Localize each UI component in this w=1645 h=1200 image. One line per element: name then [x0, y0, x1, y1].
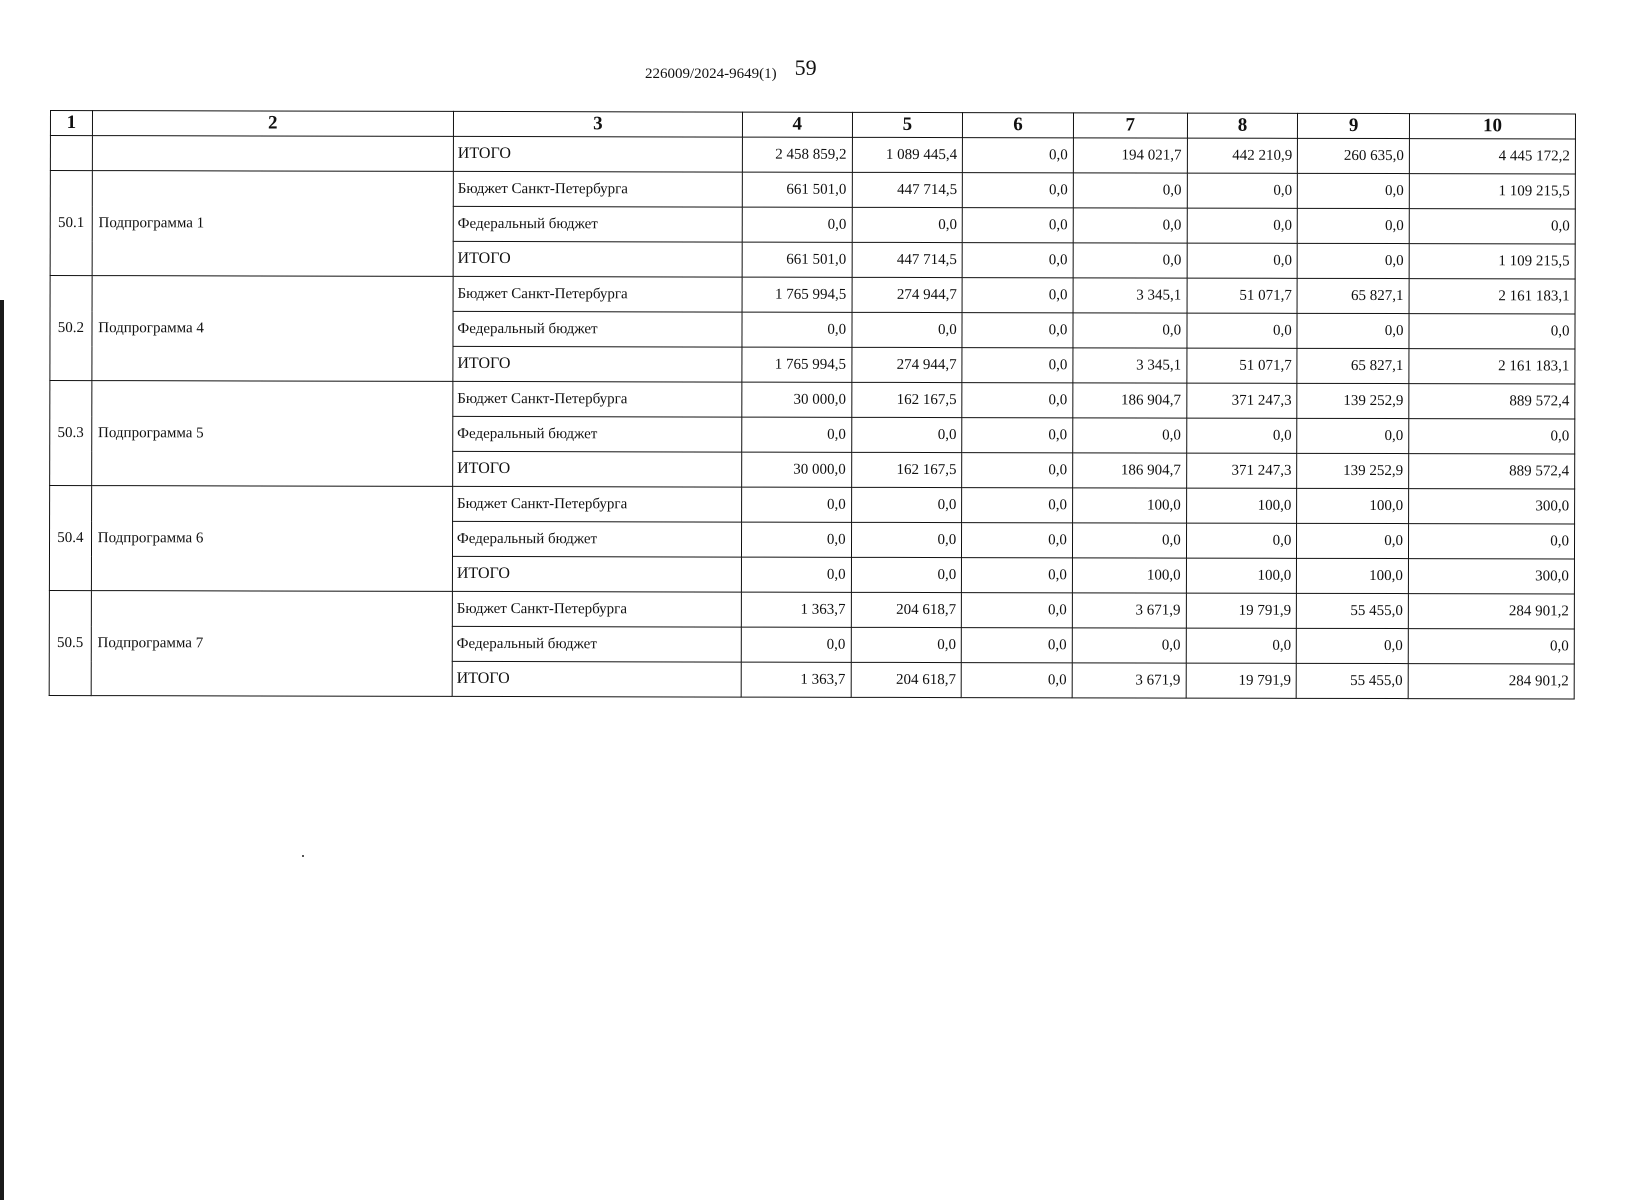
value-cell: 274 944,7	[852, 347, 963, 382]
value-cell: 19 791,9	[1186, 593, 1297, 628]
table-row	[50, 486, 1575, 524]
value-cell: 447 714,5	[852, 172, 963, 207]
value-cell: 0,0	[1408, 524, 1574, 559]
value-cell: 0,0	[962, 348, 1073, 383]
value-cell: 51 071,7	[1187, 348, 1298, 383]
value-cell: 0,0	[962, 208, 1073, 243]
column-header: 7	[1073, 113, 1187, 138]
subprogram-code: 50.4	[49, 486, 91, 591]
value-cell: 661 501,0	[742, 242, 852, 277]
program-name-cell	[92, 136, 453, 172]
value-cell: 0,0	[963, 138, 1074, 173]
value-cell: 889 572,4	[1409, 454, 1575, 489]
subprogram-code: 50.2	[50, 276, 92, 381]
value-cell: 0,0	[852, 312, 963, 347]
value-cell: 0,0	[1187, 173, 1298, 208]
column-header: 2	[92, 111, 453, 137]
subprogram-name: Подпрограмма 7	[91, 591, 452, 697]
value-cell: 284 901,2	[1408, 594, 1574, 629]
value-cell: 65 827,1	[1297, 278, 1409, 313]
subprogram-name: Подпрограмма 5	[91, 381, 452, 487]
subprogram-code: 50.1	[50, 171, 92, 276]
funding-source-cell: Федеральный бюджет	[452, 626, 741, 662]
value-cell: 2 161 183,1	[1409, 279, 1575, 314]
funding-source-cell: Бюджет Санкт-Петербурга	[453, 381, 742, 417]
value-cell: 0,0	[1073, 173, 1187, 208]
value-cell: 0,0	[1072, 628, 1186, 663]
value-cell: 0,0	[851, 487, 962, 522]
subprogram-name: Подпрограмма 6	[91, 486, 452, 592]
value-cell: 0,0	[1298, 208, 1410, 243]
value-cell: 55 455,0	[1296, 663, 1408, 698]
value-cell: 0,0	[962, 243, 1073, 278]
subprogram-name: Подпрограмма 4	[92, 276, 453, 382]
value-cell: 3 671,9	[1072, 663, 1186, 698]
value-cell: 0,0	[1073, 208, 1187, 243]
value-cell: 0,0	[1297, 628, 1409, 663]
value-cell: 0,0	[1186, 523, 1297, 558]
funding-source-cell: ИТОГО	[452, 556, 741, 592]
funding-source-cell: Бюджет Санкт-Петербурга	[452, 591, 741, 627]
value-cell: 0,0	[962, 558, 1073, 593]
value-cell: 3 345,1	[1073, 348, 1187, 383]
value-cell: 100,0	[1186, 558, 1297, 593]
value-cell: 194 021,7	[1073, 138, 1187, 173]
funding-source-cell: Бюджет Санкт-Петербурга	[453, 171, 742, 207]
value-cell: 186 904,7	[1073, 453, 1187, 488]
value-cell: 3 345,1	[1073, 278, 1187, 313]
value-cell: 0,0	[962, 278, 1073, 313]
value-cell: 0,0	[1187, 208, 1298, 243]
subprogram-code: 50.3	[50, 381, 92, 486]
table-row	[50, 171, 1575, 209]
value-cell: 1 109 215,5	[1409, 244, 1575, 279]
value-cell: 100,0	[1072, 488, 1186, 523]
value-cell: 1 089 445,4	[852, 137, 963, 172]
subprogram-name: Подпрограмма 1	[92, 171, 453, 277]
value-cell: 0,0	[742, 522, 852, 557]
funding-source-cell: Федеральный бюджет	[452, 521, 741, 557]
value-cell: 447 714,5	[852, 242, 963, 277]
value-cell: 0,0	[851, 417, 962, 452]
value-cell: 0,0	[1186, 628, 1297, 663]
value-cell: 0,0	[962, 453, 1073, 488]
value-cell: 0,0	[962, 418, 1073, 453]
value-cell: 0,0	[741, 627, 851, 662]
funding-source-cell: Федеральный бюджет	[453, 416, 742, 452]
value-cell: 0,0	[1409, 419, 1575, 454]
table-row	[49, 590, 1574, 628]
value-cell: 0,0	[741, 557, 851, 592]
value-cell: 260 635,0	[1298, 138, 1410, 173]
value-cell: 300,0	[1408, 559, 1574, 594]
value-cell: 284 901,2	[1408, 664, 1574, 699]
value-cell: 2 458 859,2	[742, 137, 852, 172]
value-cell: 0,0	[1298, 173, 1410, 208]
value-cell: 0,0	[963, 173, 1074, 208]
funding-source-cell: Бюджет Санкт-Петербурга	[452, 486, 741, 522]
value-cell: 204 618,7	[851, 662, 962, 697]
funding-source-cell: ИТОГО	[453, 136, 742, 172]
page-number: 59	[794, 55, 817, 80]
value-cell: 3 671,9	[1072, 593, 1186, 628]
value-cell: 0,0	[851, 627, 962, 662]
value-cell: 274 944,7	[852, 277, 963, 312]
funding-source-cell: Федеральный бюджет	[453, 311, 742, 347]
value-cell: 162 167,5	[851, 452, 962, 487]
value-cell: 0,0	[742, 207, 852, 242]
value-cell: 0,0	[1297, 243, 1409, 278]
value-cell: 0,0	[1073, 243, 1187, 278]
value-cell: 139 252,9	[1297, 453, 1409, 488]
funding-source-cell: Федеральный бюджет	[453, 206, 742, 242]
funding-source-cell: Бюджет Санкт-Петербурга	[453, 276, 742, 312]
value-cell: 0,0	[742, 312, 852, 347]
value-cell: 30 000,0	[742, 452, 852, 487]
value-cell: 2 161 183,1	[1409, 349, 1575, 384]
value-cell: 0,0	[1408, 629, 1574, 664]
value-cell: 1 363,7	[741, 662, 851, 697]
scan-speck	[302, 855, 304, 857]
value-cell: 0,0	[1297, 523, 1409, 558]
subprogram-code: 50.5	[49, 590, 91, 695]
value-cell: 19 791,9	[1186, 663, 1297, 698]
value-cell: 100,0	[1186, 488, 1297, 523]
value-cell: 4 445 172,2	[1409, 139, 1575, 174]
value-cell: 0,0	[1186, 418, 1297, 453]
table-row	[50, 381, 1575, 419]
value-cell: 0,0	[962, 313, 1073, 348]
funding-source-cell: ИТОГО	[453, 241, 742, 277]
code-cell	[50, 136, 92, 171]
column-header: 10	[1409, 114, 1575, 139]
value-cell: 139 252,9	[1297, 383, 1409, 418]
value-cell: 0,0	[962, 593, 1073, 628]
value-cell: 371 247,3	[1186, 383, 1297, 418]
budget-table	[49, 110, 1576, 699]
value-cell: 300,0	[1409, 489, 1575, 524]
value-cell: 30 000,0	[742, 382, 852, 417]
scan-left-edge	[0, 300, 4, 1200]
value-cell: 0,0	[1073, 313, 1187, 348]
value-cell: 0,0	[1072, 523, 1186, 558]
column-number-row	[50, 111, 1575, 139]
value-cell: 661 501,0	[742, 172, 852, 207]
value-cell: 55 455,0	[1297, 593, 1409, 628]
value-cell: 0,0	[962, 383, 1073, 418]
value-cell: 100,0	[1072, 558, 1186, 593]
value-cell: 186 904,7	[1073, 383, 1187, 418]
value-cell: 0,0	[851, 557, 962, 592]
value-cell: 0,0	[961, 663, 1072, 698]
column-header: 3	[453, 111, 742, 137]
funding-source-cell: ИТОГО	[453, 451, 742, 487]
value-cell: 0,0	[852, 207, 963, 242]
value-cell: 0,0	[1297, 313, 1409, 348]
table-row	[50, 136, 1575, 174]
value-cell: 204 618,7	[851, 592, 962, 627]
value-cell: 1 765 994,5	[742, 277, 852, 312]
value-cell: 162 167,5	[851, 382, 962, 417]
value-cell: 100,0	[1297, 488, 1409, 523]
value-cell: 0,0	[962, 628, 1073, 663]
value-cell: 0,0	[1409, 209, 1575, 244]
value-cell: 0,0	[962, 488, 1073, 523]
value-cell: 0,0	[962, 523, 1073, 558]
value-cell: 0,0	[851, 522, 962, 557]
value-cell: 0,0	[742, 417, 852, 452]
value-cell: 65 827,1	[1297, 348, 1409, 383]
value-cell: 1 363,7	[741, 592, 851, 627]
value-cell: 1 765 994,5	[742, 347, 852, 382]
value-cell: 889 572,4	[1409, 384, 1575, 419]
funding-source-cell: ИТОГО	[453, 346, 742, 382]
value-cell: 0,0	[1297, 418, 1409, 453]
value-cell: 371 247,3	[1186, 453, 1297, 488]
table-row	[50, 276, 1575, 314]
column-header: 1	[50, 111, 92, 136]
value-cell: 0,0	[1409, 314, 1575, 349]
value-cell: 0,0	[742, 487, 852, 522]
value-cell: 442 210,9	[1187, 138, 1298, 173]
document-header	[645, 55, 817, 84]
column-header: 8	[1187, 113, 1298, 138]
value-cell: 0,0	[1073, 418, 1187, 453]
value-cell: 51 071,7	[1187, 278, 1298, 313]
funding-source-cell: ИТОГО	[452, 661, 741, 697]
value-cell: 1 109 215,5	[1409, 174, 1575, 209]
column-header: 6	[963, 113, 1074, 138]
column-header: 9	[1298, 113, 1410, 138]
column-header: 4	[742, 112, 852, 137]
value-cell: 0,0	[1187, 313, 1298, 348]
value-cell: 100,0	[1297, 558, 1409, 593]
column-header: 5	[852, 112, 963, 137]
document-number: 226009/2024-9649(1)	[645, 66, 777, 82]
value-cell: 0,0	[1187, 243, 1298, 278]
